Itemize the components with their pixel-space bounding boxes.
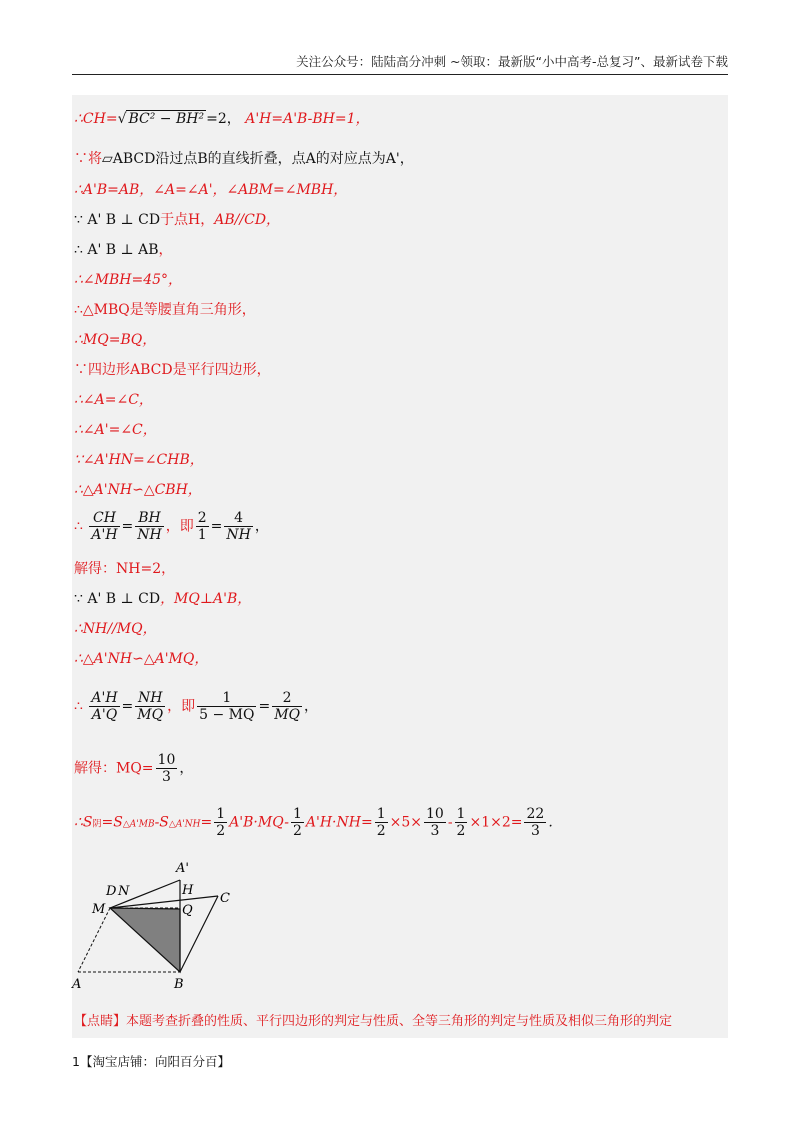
- sqrt-expression: √ BC² − BH²: [117, 111, 205, 127]
- numerator: CH: [89, 510, 119, 527]
- numerator: 1: [456, 806, 466, 822]
- line-text: ∵∠A'HN=∠CHB，: [74, 452, 204, 468]
- text-perp-cd: ∵ A' B ⊥ CD: [74, 591, 161, 607]
- numerator: 2: [272, 690, 302, 707]
- line-text: 解得：NH=2，: [74, 561, 176, 577]
- solution-line-9: [74, 361, 271, 379]
- line-text: ∴∠A=∠C，: [74, 392, 153, 408]
- text-perp-cd: ∵ A' B ⊥ CD: [74, 212, 161, 228]
- page-header: [72, 52, 728, 75]
- solution-line-11: [74, 421, 157, 439]
- numerator: 1: [216, 806, 226, 822]
- solution-line-1: [74, 110, 369, 128]
- denominator: 2: [456, 823, 466, 839]
- text-ah-equation: A'H=A'B-BH=1，: [245, 111, 370, 127]
- therefore: ∴: [74, 698, 83, 715]
- key-point-comment: [74, 1013, 672, 1031]
- segment-ma-dashed: [78, 908, 110, 972]
- fraction-nh-over-mq: [135, 690, 165, 723]
- text-minus: -: [447, 814, 453, 831]
- line-text: ∴MQ=BQ，: [74, 332, 157, 348]
- text-fold-desc: ▱ABCD沿过点B的直线折叠，点A的对应点为A'，: [102, 151, 414, 167]
- comma: ，: [158, 242, 173, 258]
- denominator: NH: [226, 527, 251, 543]
- label-q: Q: [182, 903, 193, 918]
- text-times-5: ×5×: [389, 814, 422, 831]
- label-b: B: [174, 977, 184, 992]
- label-a: A: [72, 977, 82, 992]
- shaded-triangle: [110, 908, 180, 972]
- fraction-4-over-nh: [224, 510, 252, 543]
- line-text: ∴NH//MQ，: [74, 621, 157, 637]
- fraction-2-over-1: [196, 510, 209, 543]
- text-solve-mq: 解得：MQ=: [74, 760, 154, 777]
- fraction-22-over-3: [524, 806, 546, 839]
- comma: ，: [304, 698, 318, 715]
- fraction-ah-over-aq: [89, 690, 119, 723]
- footer-text: 1【淘宝店铺：向阳百分百】: [72, 1054, 230, 1069]
- denominator: NH: [137, 527, 162, 543]
- denominator: MQ: [274, 707, 300, 723]
- solution-line-8: [74, 331, 156, 349]
- solution-line-13: [74, 481, 202, 499]
- text-ab-parallel-cd: AB//CD，: [214, 212, 281, 228]
- numerator: NH: [135, 690, 165, 707]
- fraction-10-over-3: [424, 806, 446, 839]
- subscript-shaded: 阴: [92, 819, 102, 830]
- denominator: 5 − MQ: [199, 707, 255, 723]
- numerator: 1: [292, 806, 302, 822]
- text-eq-s: =S: [101, 814, 123, 831]
- fraction-10-over-3: [156, 752, 178, 785]
- line-text: ∴△A'NH∽△A'MQ，: [74, 651, 209, 667]
- denominator: 2: [376, 823, 386, 839]
- numerator: 1: [197, 690, 256, 707]
- solution-line-16: [74, 590, 251, 608]
- solution-line-3: [74, 181, 347, 199]
- solution-line-12: [74, 451, 204, 469]
- solution-line-19: ∴ $\frac{A'H}{A'Q}$ = $\frac{NH}{MQ}$ ，即 $\frac{1}{5 - MQ}$ = $\frac{2}{MQ}$ ，: [74, 690, 318, 723]
- denominator: 3: [530, 823, 540, 839]
- numerator: 10: [157, 752, 176, 768]
- line-text: ∴∠MBH=45°，: [74, 272, 183, 288]
- text-perp-ab: ∴ A' B ⊥ AB: [74, 242, 159, 258]
- text-ch-equals: ∴CH=: [74, 111, 118, 127]
- label-c: C: [220, 891, 230, 906]
- fraction-half-1: [214, 806, 227, 839]
- geometry-figure: [70, 852, 240, 992]
- denominator: 3: [430, 823, 440, 839]
- header-text: 关注公众号：陆陆高分冲刺 ~领取：最新版“小中高考-总复习”、最新试卷下载: [296, 54, 728, 69]
- denominator: A'Q: [91, 707, 118, 723]
- text-equals: =: [200, 814, 213, 831]
- line-text: ∴A'B=AB，∠A=∠A'，∠ABM=∠MBH，: [74, 182, 348, 198]
- numerator: 10: [425, 806, 444, 822]
- solution-line-5: [74, 241, 173, 259]
- label-n: N: [118, 884, 130, 899]
- period: .: [548, 814, 553, 831]
- solution-line-21: [74, 806, 553, 839]
- solution-line-10: [74, 391, 153, 409]
- solution-line-17: [74, 620, 157, 638]
- solution-line-4: [74, 211, 280, 229]
- numerator: 22: [526, 806, 545, 822]
- comment-text: 【点睛】本题考查折叠的性质、平行四边形的判定与性质、全等三角形的判定与性质及相似三角形的判定: [74, 1014, 673, 1029]
- text-fold-intro: ∵将: [74, 151, 102, 167]
- text-at-h: 于点H，: [160, 212, 215, 228]
- fraction-half-2: [291, 806, 304, 839]
- text-ab-mq: A'B·MQ-: [229, 814, 289, 831]
- solution-line-6: [74, 271, 182, 289]
- subscript-amb: △A'MB: [122, 819, 155, 830]
- text-s: ∴S: [74, 814, 93, 831]
- label-h: H: [182, 883, 194, 898]
- fraction-half-4: [455, 806, 468, 839]
- solution-line-15: [74, 560, 175, 578]
- solution-line-2: [74, 150, 414, 168]
- text-times-1-2: ×1×2=: [469, 814, 523, 831]
- solution-line-18: [74, 650, 208, 668]
- line-text: ∴△A'NH∽△CBH，: [74, 482, 202, 498]
- text-mq-perp: ，MQ⊥A'B，: [160, 591, 252, 607]
- fraction-1-over-5-minus-mq: [197, 690, 256, 723]
- numerator: 1: [376, 806, 386, 822]
- numerator: A'H: [91, 690, 118, 706]
- text-ie: ，即: [167, 698, 196, 715]
- comma: ，: [179, 760, 194, 777]
- subscript-anh: △A'NH: [168, 819, 201, 830]
- denominator: A'H: [91, 527, 118, 543]
- text-ie: ，即: [165, 518, 194, 535]
- fraction-ch-over-ah: [89, 510, 119, 543]
- text-equals-two: =2，: [206, 111, 241, 127]
- denominator: 3: [162, 769, 171, 785]
- label-d: D: [106, 884, 117, 899]
- page-footer: [72, 1052, 230, 1070]
- denominator: 2: [216, 823, 226, 839]
- radicand: BC² − BH²: [128, 111, 205, 127]
- comma: ，: [254, 518, 269, 535]
- solution-line-14: ∴ $\frac{CH}{A'H}$ = $\frac{BH}{NH}$ ，即 $\frac{2}{1}$ = $\frac{4}{NH}$ ，: [74, 510, 269, 543]
- denominator: 2: [292, 823, 302, 839]
- text-ah-nh: A'H·NH=: [305, 814, 373, 831]
- solution-line-7: [74, 301, 256, 319]
- line-text: ∴△MBQ是等腰直角三角形，: [74, 302, 256, 318]
- solution-line-20: [74, 752, 193, 785]
- denominator: MQ: [137, 707, 164, 723]
- denominator: 1: [197, 527, 207, 543]
- line-text: ∵四边形ABCD是平行四边形，: [74, 362, 271, 378]
- text-minus-s: -S: [154, 814, 169, 831]
- fraction-2-over-mq: [272, 690, 302, 723]
- fraction-bh-over-nh: [135, 510, 163, 543]
- numerator: BH: [135, 510, 163, 527]
- fraction-half-3: [375, 806, 388, 839]
- numerator: 2: [197, 510, 207, 526]
- line-text: ∴∠A'=∠C，: [74, 422, 157, 438]
- label-a-prime: A': [176, 861, 189, 876]
- numerator: 4: [224, 510, 252, 527]
- label-m: M: [92, 902, 106, 917]
- therefore: ∴: [74, 518, 83, 535]
